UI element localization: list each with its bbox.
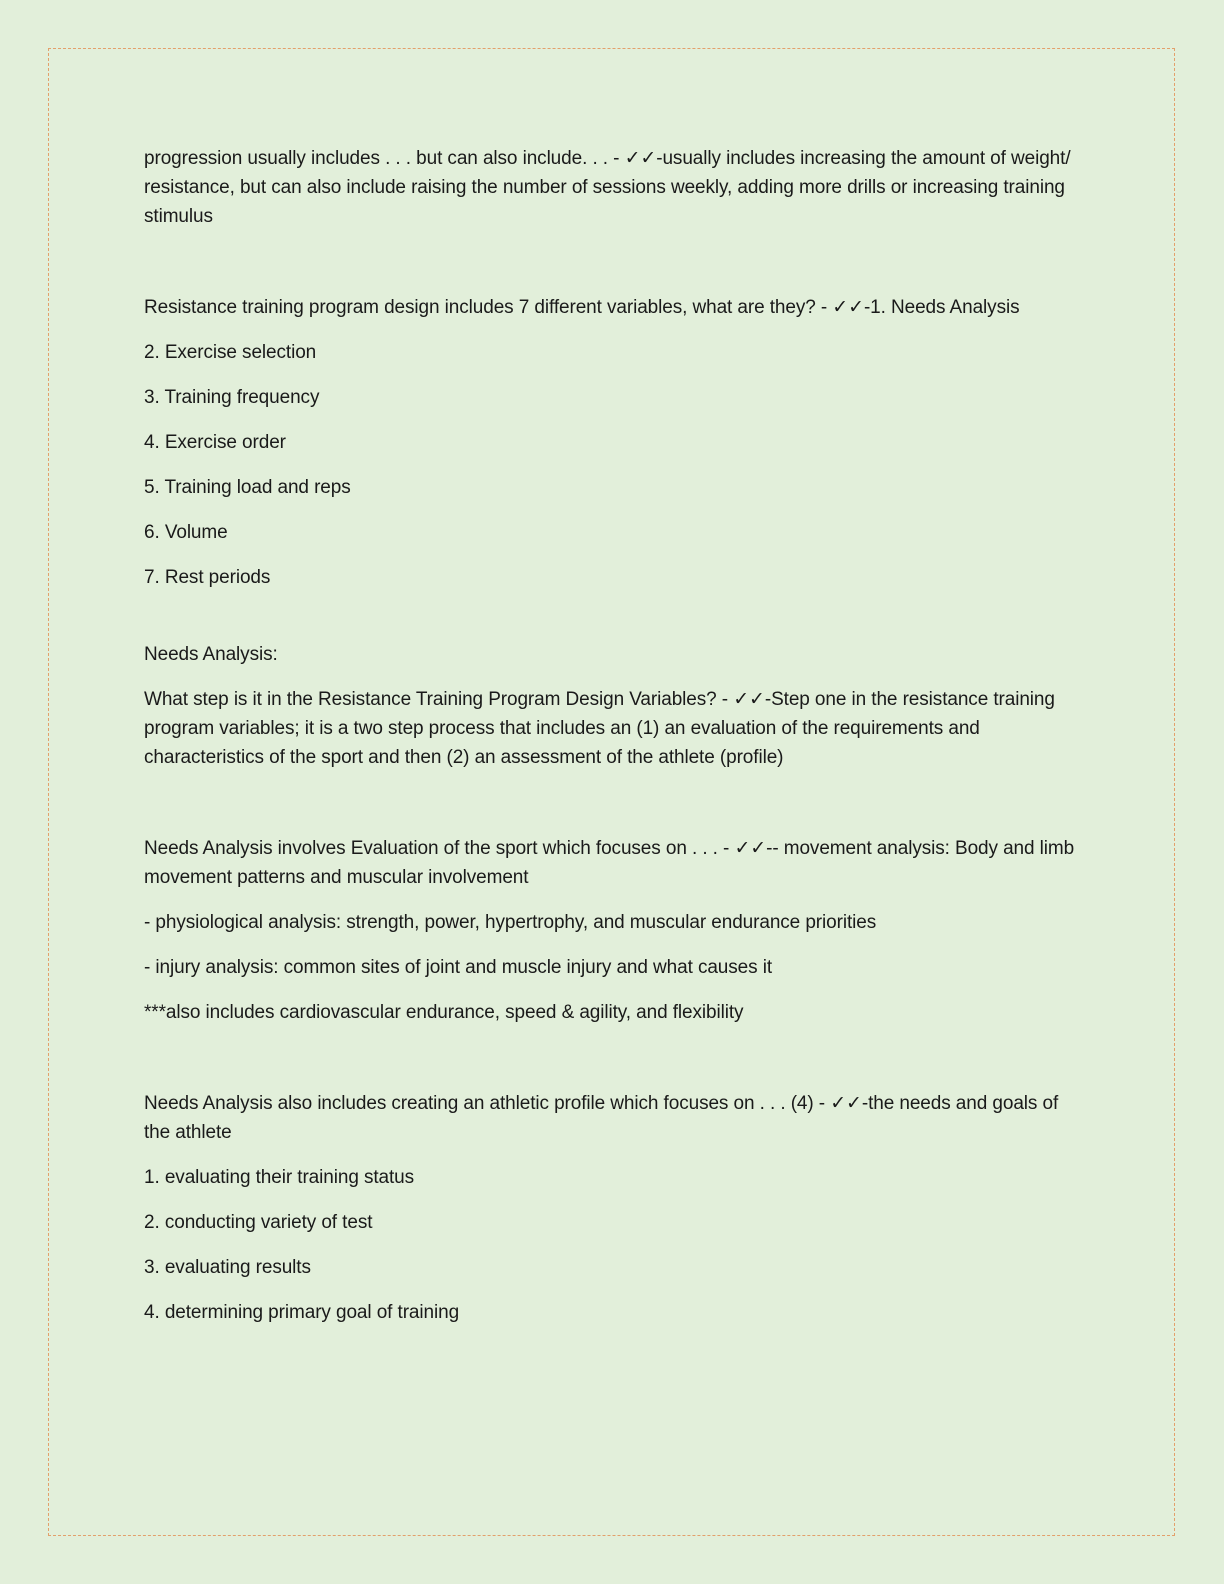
qa-paragraph [144, 144, 1089, 231]
document-body [144, 144, 1089, 1343]
double-check-icon: ✓✓ [734, 837, 767, 859]
list-item: 3. Training frequency [144, 387, 320, 408]
qa-block-needs-analysis-step [144, 640, 1089, 772]
section-heading: Needs Analysis: [144, 644, 278, 665]
answer-text: -Step one in the resistance training program variables; it is a two step process that includes an (1) an evaluation of the requirements and characteristics of the sport and then (2) an assessment of the athlete (profile) [144, 689, 1055, 768]
double-check-icon: ✓✓ [830, 1092, 862, 1114]
list-item: 6. Volume [144, 522, 228, 543]
double-check-icon: ✓✓ [832, 296, 864, 318]
list-item: 2. conducting variety of test [144, 1212, 373, 1233]
list-item: 7. Rest periods [144, 567, 271, 588]
question-text: progression usually includes . . . but can also include. . . - [144, 148, 625, 169]
qa-block-progression [144, 144, 1089, 231]
list-item: 4. determining primary goal of training [144, 1302, 460, 1323]
answer-text: -usually includes increasing the amount of weight/ resistance, but can also include raising the number of sessions weekly, adding more drills or increasing training stimulus [144, 148, 1071, 227]
qa-paragraph [144, 834, 1089, 892]
answer-text: -the needs and goals of the athlete [144, 1093, 1059, 1143]
question-text: Needs Analysis also includes creating an athletic profile which focuses on . . . (4) - [144, 1093, 831, 1114]
list-item: 4. Exercise order [144, 432, 286, 453]
list-item: - physiological analysis: strength, power, hypertrophy, and muscular endurance priorities [144, 912, 877, 933]
double-check-icon: ✓✓ [733, 688, 765, 710]
qa-paragraph [144, 1089, 1089, 1147]
qa-block-program-variables [144, 293, 1089, 592]
list-item: 3. evaluating results [144, 1257, 311, 1278]
list-item: - injury analysis: common sites of joint and muscle injury and what causes it [144, 957, 773, 978]
list-item: 2. Exercise selection [144, 342, 317, 363]
qa-block-athletic-profile [144, 1089, 1089, 1327]
question-text: What step is it in the Resistance Training Program Design Variables? - [144, 689, 734, 710]
qa-paragraph [144, 685, 1089, 772]
list-item: ***also includes cardiovascular endurance, speed & agility, and flexibility [144, 1002, 744, 1023]
double-check-icon: ✓✓ [624, 147, 657, 169]
list-item: 1. evaluating their training status [144, 1167, 415, 1188]
qa-block-sport-evaluation [144, 834, 1089, 1027]
question-text: Needs Analysis involves Evaluation of the sport which focuses on . . . - [144, 838, 735, 859]
list-item: 5. Training load and reps [144, 477, 351, 498]
question-text: Resistance training program design includes 7 different variables, what are they? - [144, 297, 833, 318]
answer-text: -- movement analysis: Body and limb movement patterns and muscular involvement [144, 838, 1075, 888]
qa-paragraph [144, 293, 1089, 322]
answer-text: -1. Needs Analysis [863, 297, 1020, 318]
